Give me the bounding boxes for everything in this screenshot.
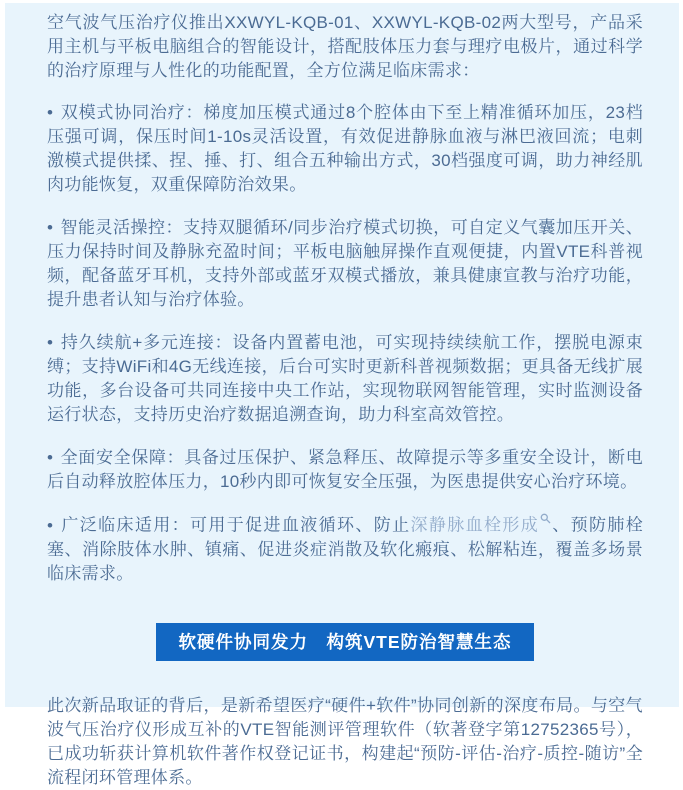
feature-bullet-list xyxy=(47,101,643,586)
bullet-safety xyxy=(47,446,643,494)
section-banner-wrap xyxy=(47,623,643,661)
intro-paragraph: 空气波气压治疗仪推出XXWYL-KQB-01、XXWYL-KQB-02两大型号，产品采用主机与平板电脑组合的智能设计，搭配肢体压力套与理疗电极片，通过科学的治疗原理与人性化的功能配置，全方位满足临床需求： xyxy=(47,13,643,80)
bullet-icon: • xyxy=(47,103,54,122)
bullet-text: 智能灵活操控：支持双腿循环/同步治疗模式切换，可自定义气囊加压开关、压力保持时间及静脉充盈时间；平板电脑触屏操作直观便捷，内置VTE科普视频，配备蓝牙耳机，支持外部或蓝牙双模式播放，兼具健康宣教与治疗功能，提升患者认知与治疗体验。 xyxy=(47,218,643,309)
article-card xyxy=(5,3,679,787)
bullet-icon: • xyxy=(47,333,54,352)
bullet-smart-control xyxy=(47,216,643,312)
bullet-icon: • xyxy=(47,515,54,535)
bullet-clinical-use xyxy=(47,513,643,586)
section-banner: 软硬件协同发力 构筑VTE防治智慧生态 xyxy=(156,623,533,661)
bullet-text: 全面安全保障：具备过压保护、紧急释压、故障提示等多重安全设计，断电后自动释放腔体压力，10秒内即可恢复安全压强，为医患提供安心治疗环境。 xyxy=(47,448,643,491)
search-icon[interactable] xyxy=(540,513,551,524)
bullet-text-post: 、预防肺栓塞、消除肢体水肿、镇痛、促进炎症消散及软化瘢痕、松解粘连，覆盖多场景临床需求。 xyxy=(47,515,644,583)
article-content xyxy=(5,3,679,790)
bullet-battery-connectivity xyxy=(47,331,643,427)
bullet-dual-mode-therapy xyxy=(47,101,643,197)
bullet-icon: • xyxy=(47,448,54,467)
entity-link-dvt[interactable]: 深静脉血栓形成 xyxy=(410,515,540,535)
bullet-text: 持久续航+多元连接：设备内置蓄电池，可实现持续续航工作，摆脱电源束缚；支持WiFi和4G无线连接，后台可实时更新科普视频数据；更具备无线扩展功能，多台设备可共同连接中央工作站，实现物联网智能管理，实时监测设备运行状态，支持历史治疗数据追溯查询，助力科室高效管控。 xyxy=(47,333,643,424)
bullet-text: 双模式协同治疗：梯度加压模式通过8个腔体由下至上精准循环加压，23档压强可调，保压时间1-10s灵活设置，有效促进静脉血液与淋巴液回流；电刺激模式提供揉、捏、捶、打、组合五种输出方式，30档强度可调，助力神经肌肉功能恢复，双重保障防治效果。 xyxy=(47,103,643,194)
closing-paragraph: 此次新品取证的背后，是新希望医疗“硬件+软件”协同创新的深度布局。与空气波气压治疗仪形成互补的VTE智能测评管理软件（软著登字第12752365号），已成功斩获计算机软件著作权登记证书，构建起“预防-评估-治疗-质控-随访”全流程闭环管理体系。 xyxy=(47,695,643,787)
bullet-text-pre: 广泛临床适用：可用于促进血液循环、防止 xyxy=(60,515,411,535)
bullet-icon: • xyxy=(47,218,54,237)
